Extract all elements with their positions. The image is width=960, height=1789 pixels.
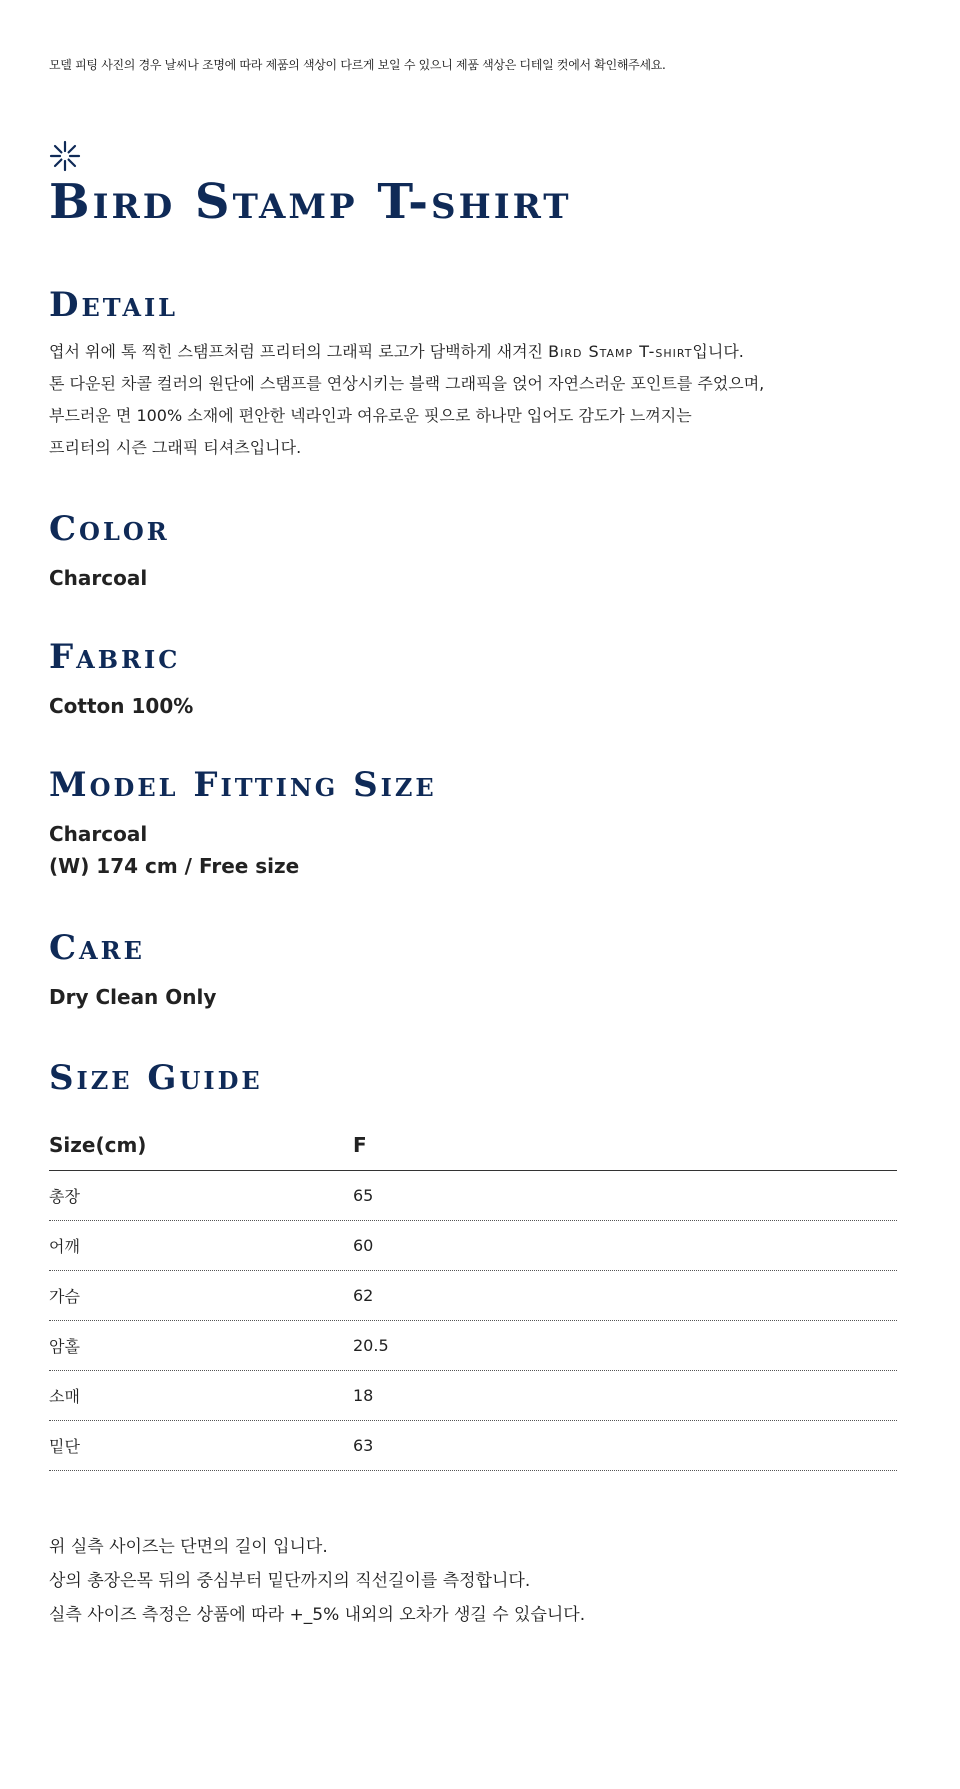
row-label: 암홀 <box>49 1337 80 1356</box>
row-label: 어깨 <box>49 1237 80 1256</box>
detail-line-1 <box>49 336 764 368</box>
size-table <box>49 1120 897 1471</box>
model-fitting-size: (W) 174 cm / Free size <box>49 854 300 878</box>
fabric-heading: Fabric <box>49 637 181 677</box>
row-label: 소매 <box>49 1387 80 1406</box>
detail-line-2: 톤 다운된 차콜 컬러의 원단에 스탬프를 연상시키는 블랙 그래픽을 얹어 자연스러운 포인트를 주었으며, <box>49 374 765 393</box>
footnote-line-3: 실측 사이즈 측정은 상품에 따라 +_5% 내외의 오차가 생길 수 있습니다. <box>49 1605 586 1625</box>
row-label: 밑단 <box>49 1437 80 1456</box>
row-value: 62 <box>353 1286 374 1305</box>
table-row <box>49 1221 897 1271</box>
size-table-header <box>49 1120 897 1171</box>
row-value: 60 <box>353 1236 374 1255</box>
size-footnote <box>49 1530 585 1632</box>
care-value: Dry Clean Only <box>49 985 217 1009</box>
row-value: 18 <box>353 1386 374 1405</box>
care-heading: Care <box>49 928 145 968</box>
color-notice: 모델 피팅 사진의 경우 날씨나 조명에 따라 제품의 색상이 다르게 보일 수 있으니 제품 색상은 디테일 컷에서 확인해주세요. <box>49 58 666 72</box>
row-value: 20.5 <box>353 1336 389 1355</box>
table-row <box>49 1371 897 1421</box>
detail-line-1-prefix: 엽서 위에 톡 찍힌 스탬프처럼 프리터의 그래픽 로고가 담백하게 새겨진 <box>49 342 549 361</box>
size-column-label: Size(cm) <box>49 1133 147 1157</box>
color-heading: Color <box>49 509 170 549</box>
product-title: Bird Stamp T-shirt <box>49 174 572 230</box>
model-fitting-color: Charcoal <box>49 822 148 846</box>
row-value: 63 <box>353 1436 374 1455</box>
asterisk-icon <box>49 140 81 172</box>
fabric-value: Cotton 100% <box>49 694 194 718</box>
detail-line-3: 부드러운 면 100% 소재에 편안한 넥라인과 여유로운 핏으로 하나만 입어도 감도가 느껴지는 <box>49 406 692 425</box>
model-fitting-heading: Model Fitting Size <box>49 765 437 805</box>
detail-heading: Detail <box>49 285 179 325</box>
row-label: 가슴 <box>49 1287 80 1306</box>
detail-product-name: Bird Stamp T-shirt <box>548 342 693 361</box>
color-value: Charcoal <box>49 566 148 590</box>
table-row <box>49 1321 897 1371</box>
table-row <box>49 1171 897 1221</box>
size-guide-heading: Size Guide <box>49 1058 263 1098</box>
footnote-line-2: 상의 총장은목 뒤의 중심부터 밑단까지의 직선길이를 측정합니다. <box>49 1571 531 1591</box>
size-column-free: F <box>353 1133 367 1157</box>
row-value: 65 <box>353 1186 374 1205</box>
row-label: 총장 <box>49 1187 80 1206</box>
detail-description <box>49 336 764 464</box>
table-row <box>49 1271 897 1321</box>
table-row <box>49 1421 897 1471</box>
detail-line-1-suffix: 입니다. <box>692 342 744 361</box>
detail-line-4: 프리터의 시즌 그래픽 티셔츠입니다. <box>49 438 302 457</box>
footnote-line-1: 위 실측 사이즈는 단면의 길이 입니다. <box>49 1537 328 1557</box>
